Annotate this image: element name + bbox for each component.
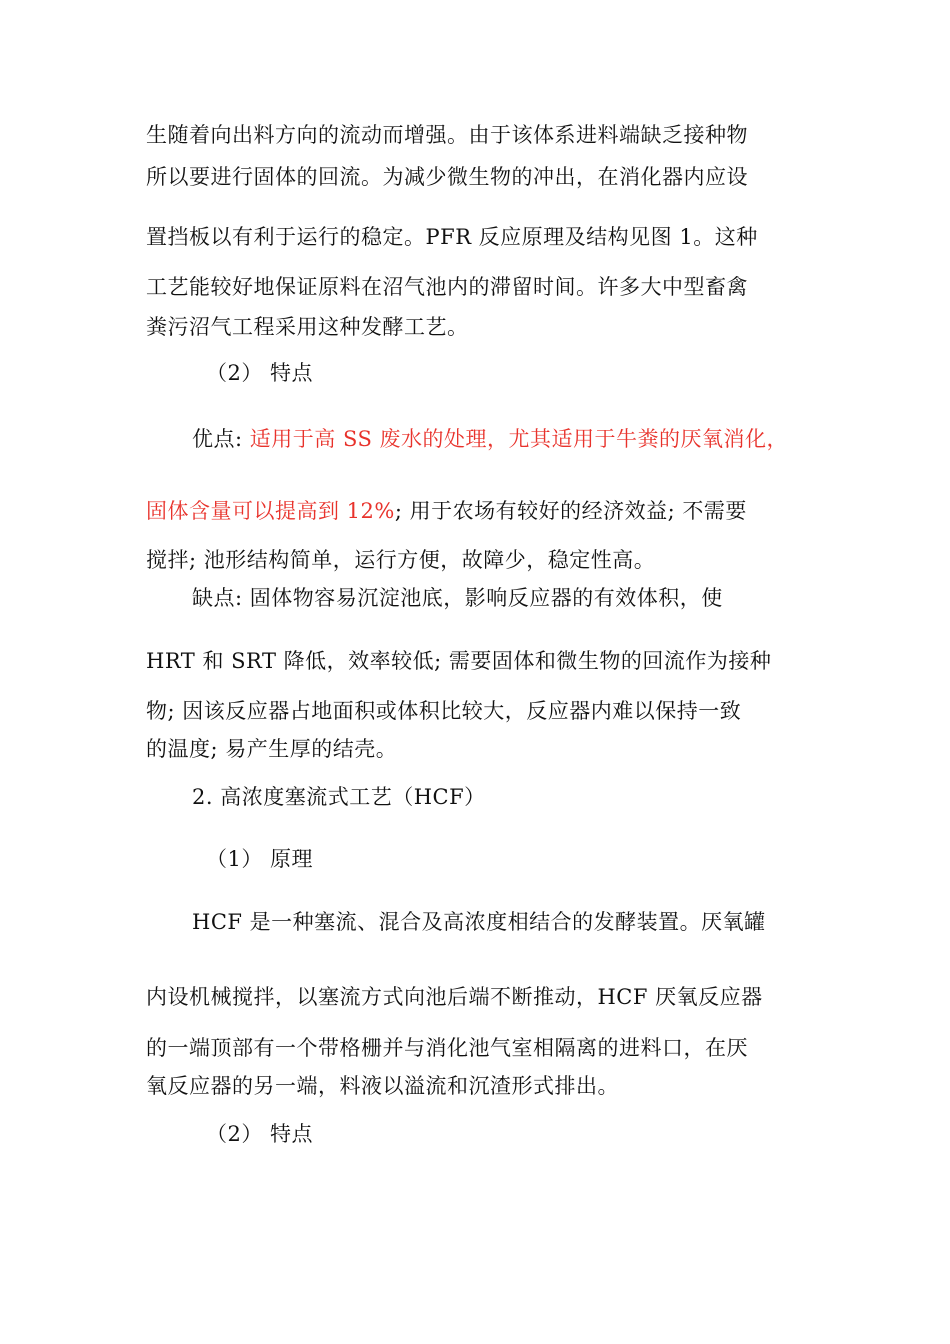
paragraph-line: 物; 因该反应器占地面积或体积比较大，反应器内难以保持一致 xyxy=(146,699,742,723)
paragraph-line: HRT 和 SRT 降低，效率较低; 需要固体和微生物的回流作为接种 xyxy=(146,649,772,673)
paragraph-line: 置挡板以有利于运行的稳定。PFR 反应原理及结构见图 1。这种 xyxy=(146,225,758,249)
paragraph-line: 搅拌; 池形结构简单，运行方便，故障少，稳定性高。 xyxy=(146,548,656,572)
paragraph-line: 的温度; 易产生厚的结壳。 xyxy=(146,737,398,761)
paragraph-line: 粪污沼气工程采用这种发酵工艺。 xyxy=(146,315,469,339)
section-heading: （2） 特点 xyxy=(206,1122,314,1146)
paragraph-line: 的一端顶部有一个带格栅并与消化池气室相隔离的进料口，在厌 xyxy=(146,1036,748,1060)
section-heading: 2. 高浓度塞流式工艺（HCF） xyxy=(192,785,486,809)
section-heading: （1） 原理 xyxy=(206,847,314,871)
paragraph-text: ; 用于农场有较好的经济效益; 不需要 xyxy=(394,499,747,523)
advantages-line xyxy=(192,425,872,453)
highlighted-text: 适用于高 SS 废水的处理，尤其适用于牛粪的厌氧消化， xyxy=(249,427,789,451)
paragraph-line: HCF 是一种塞流、混合及高浓度相结合的发酵装置。厌氧罐 xyxy=(192,910,766,934)
paragraph-line: 氧反应器的另一端，料液以溢流和沉渣形式排出。 xyxy=(146,1074,619,1098)
paragraph-line: 生随着向出料方向的流动而增强。由于该体系进料端缺乏接种物 xyxy=(146,123,748,147)
paragraph-line: 内设机械搅拌，以塞流方式向池后端不断推动，HCF 厌氧反应器 xyxy=(146,985,763,1009)
highlighted-text: 固体含量可以提高到 12% xyxy=(146,499,395,523)
paragraph-line: 所以要进行固体的回流。为减少微生物的冲出，在消化器内应设 xyxy=(146,165,748,189)
advantages-line xyxy=(146,497,826,525)
disadvantages-line: 缺点: 固体物容易沉淀池底，影响反应器的有效体积，使 xyxy=(192,586,723,610)
section-heading: （2） 特点 xyxy=(206,361,314,385)
advantages-label: 优点: xyxy=(192,427,250,451)
paragraph-line: 工艺能较好地保证原料在沼气池内的滞留时间。许多大中型畜禽 xyxy=(146,275,748,299)
